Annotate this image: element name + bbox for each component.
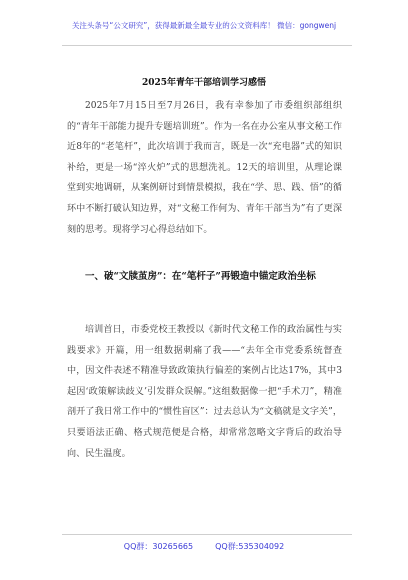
footer-qq-group-1: QQ群：30265665 — [123, 542, 194, 551]
footer-divider — [62, 534, 352, 535]
header-divider — [62, 45, 352, 46]
document-title: 2025年青年干部培训学习感悟 — [141, 78, 267, 88]
paragraph-intro: 2025年7月15日至7月26日，我有幸参加了市委组织部组织的“青年干部能力提升专题培训班”。作为一名在办公室从事文秘工作近8年的“老笔杆”，此次培训于我而言，既是一次“充电器”式的知识补给，更是一场“淬火炉”式的思想洗礼。12天的培训里，从理论课堂到实地调研，从案例研讨到情景模拟，我在“学、思、践、悟”的循环中不断打破认知边界，对“文秘工作何为、青年干部当为”有了更深刻的思考。现将学习心得总结如下。 — [67, 101, 342, 235]
header-banner: 关注头条号“公文研究”，获得最新最全最专业的公文资料库！ 微信：gongwenj — [71, 21, 337, 30]
section-heading: 一、破“文牍茧房”：在“笔杆子”再锻造中锚定政治坐标 — [85, 271, 316, 282]
footer — [0, 541, 408, 552]
footer-qq-group-2: QQ群:535304092 — [215, 542, 285, 551]
paragraph-training-day-one: 培训首日，市委党校王教授以《新时代文秘工作的政治属性与实践要求》开篇，用一组数据刺痛了我——“去年全市党委系统督查中，因文件表述不精准导致政策执行偏差的案例占比达17%，其中3起因‘政策解读歧义’引发群众误解。”这组数据像一把“手术刀”，精准剖开了我日常工作中的“惯性盲区”：过去总认为“文稿就是文字关”，只要语法正确、格式规范便是合格，却常常忽略文字背后的政治导向、民生温度。 — [67, 325, 342, 459]
